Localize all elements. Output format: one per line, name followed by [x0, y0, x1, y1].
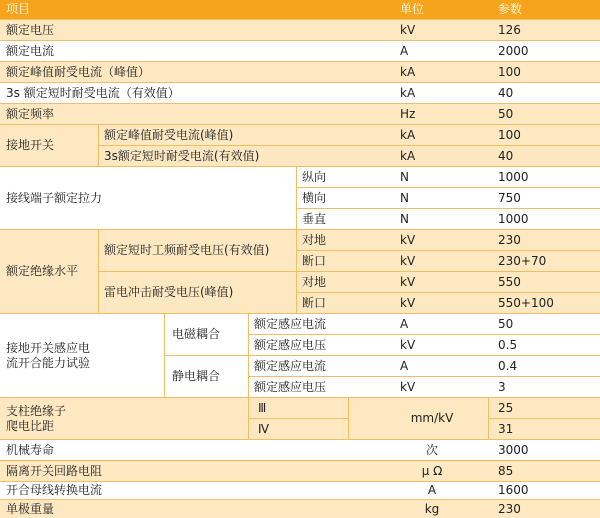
insulation-sub: 对地: [302, 232, 327, 247]
row-unit: kA: [400, 85, 416, 100]
earthing-switch-label: 接地开关: [6, 138, 55, 152]
induced-value: 3: [498, 379, 506, 394]
row-label: 额定电流: [6, 43, 55, 58]
divider: [248, 376, 600, 377]
row-value: 2000: [498, 43, 529, 58]
row-value: 85: [498, 463, 514, 478]
divider: [0, 313, 600, 314]
creepage-grade: Ⅳ: [258, 421, 270, 436]
row-label: 开合母线转换电流: [6, 483, 103, 497]
divider: [0, 61, 600, 62]
divider: [296, 292, 600, 293]
divider: [0, 82, 600, 83]
row-label: 额定峰值耐受电流（峰值）: [6, 64, 151, 79]
row-value: 1600: [498, 483, 529, 497]
induced-sub: 额定感应电流: [254, 358, 327, 373]
earthing-row-label: 额定峰值耐受电流(峰值): [104, 127, 234, 142]
insulation-group-label: 额定短时工频耐受电压(有效值): [104, 243, 270, 257]
creepage-value: 25: [498, 400, 514, 415]
induced-unit: A: [400, 358, 409, 373]
terminal-unit: N: [400, 190, 409, 205]
divider: [98, 271, 600, 272]
insulation-unit: kV: [400, 232, 416, 247]
insulation-sub: 断口: [302, 253, 327, 268]
creepage-label-line2: 爬电比距: [6, 418, 55, 433]
divider: [0, 229, 600, 230]
coupling-label: 静电耦合: [172, 369, 221, 383]
divider: [0, 397, 600, 398]
induced-current-label-line2: 流开合能力试验: [6, 355, 91, 370]
insulation-unit: kV: [400, 253, 416, 268]
divider: [0, 499, 600, 500]
creepage-unit: mm/kV: [410, 411, 454, 425]
divider: [98, 230, 99, 313]
creepage-label-line1: 支柱绝缘子: [6, 403, 67, 418]
terminal-unit: N: [400, 211, 409, 226]
header-unit: 单位: [400, 2, 425, 16]
row-value: 40: [498, 85, 514, 100]
earthing-row-unit: kA: [400, 148, 416, 163]
divider: [248, 398, 249, 439]
divider: [0, 124, 600, 125]
divider: [296, 208, 600, 209]
row-label: 额定电压: [6, 22, 55, 37]
terminal-value: 750: [498, 190, 521, 205]
row-unit: A: [400, 43, 409, 58]
row-unit: kV: [400, 22, 416, 37]
header-param: 参数: [498, 2, 523, 16]
row-unit: A: [427, 483, 437, 497]
insulation-sub: 对地: [302, 274, 327, 289]
earthing-row-unit: kA: [400, 127, 416, 142]
row-unit: kg: [424, 501, 440, 516]
divider: [0, 166, 600, 167]
insulation-value: 230: [498, 232, 521, 247]
induced-value: 0.5: [498, 337, 518, 352]
row-unit: kA: [400, 64, 416, 79]
insulation-value: 230+70: [498, 253, 547, 268]
divider: [0, 103, 600, 104]
divider: [0, 19, 600, 20]
row-value: 230: [498, 501, 521, 516]
divider: [98, 125, 99, 166]
insulation-label: 额定绝缘水平: [6, 264, 79, 278]
induced-value: 50: [498, 316, 514, 331]
terminal-dir: 垂直: [302, 211, 327, 226]
divider: [248, 314, 249, 397]
insulation-value: 550+100: [498, 295, 554, 310]
insulation-group-label: 雷电冲击耐受电压(峰值): [104, 285, 234, 299]
earthing-row-value: 100: [498, 127, 521, 142]
terminal-value: 1000: [498, 169, 529, 184]
induced-value: 0.4: [498, 358, 518, 373]
row-label: 3s 额定短时耐受电流（有效值）: [6, 85, 180, 100]
induced-sub: 额定感应电流: [254, 316, 327, 331]
insulation-value: 550: [498, 274, 521, 289]
row-label: 单极重量: [6, 501, 55, 516]
induced-current-label: [6, 314, 156, 397]
induced-sub: 额定感应电压: [254, 337, 327, 352]
induced-sub: 额定感应电压: [254, 379, 327, 394]
row-label: 机械寿命: [6, 442, 55, 457]
insulation-unit: kV: [400, 274, 416, 289]
divider: [248, 418, 348, 419]
terminal-value: 1000: [498, 211, 529, 226]
insulation-unit: kV: [400, 295, 416, 310]
divider: [164, 314, 165, 397]
divider: [0, 481, 600, 482]
terminal-dir: 纵向: [302, 169, 327, 184]
row-unit: Hz: [400, 106, 416, 121]
creepage-value: 31: [498, 421, 514, 436]
divider: [296, 187, 600, 188]
terminal-dir: 横向: [302, 190, 327, 205]
earthing-row-value: 40: [498, 148, 514, 163]
divider: [296, 250, 600, 251]
row-value: 126: [498, 22, 521, 37]
creepage-grade: Ⅲ: [258, 400, 267, 415]
divider: [0, 439, 600, 440]
creepage-label: [6, 398, 206, 439]
row-value: 50: [498, 106, 514, 121]
header-item: 项目: [6, 2, 31, 16]
divider: [348, 398, 349, 439]
row-value: 3000: [498, 442, 529, 457]
divider: [488, 418, 600, 419]
earthing-row-label: 3s额定短时耐受电流(有效值): [104, 148, 260, 163]
coupling-label: 电磁耦合: [172, 327, 221, 341]
insulation-sub: 断口: [302, 295, 327, 310]
row-unit: μ Ω: [421, 463, 443, 478]
divider: [248, 334, 600, 335]
induced-unit: kV: [400, 337, 416, 352]
row-value: 100: [498, 64, 521, 79]
divider: [296, 167, 297, 313]
row-label: 额定频率: [6, 106, 55, 121]
divider: [0, 40, 600, 41]
induced-unit: kV: [400, 379, 416, 394]
row-label: 隔离开关回路电阻: [6, 463, 103, 478]
divider: [98, 145, 600, 146]
divider: [0, 460, 600, 461]
divider: [164, 355, 600, 356]
row-unit: 次: [425, 442, 438, 457]
divider: [488, 398, 489, 439]
induced-unit: A: [400, 316, 409, 331]
terminal-force-label: 接线端子额定拉力: [6, 190, 103, 205]
induced-current-label-line1: 接地开关感应电: [6, 340, 91, 355]
terminal-unit: N: [400, 169, 409, 184]
